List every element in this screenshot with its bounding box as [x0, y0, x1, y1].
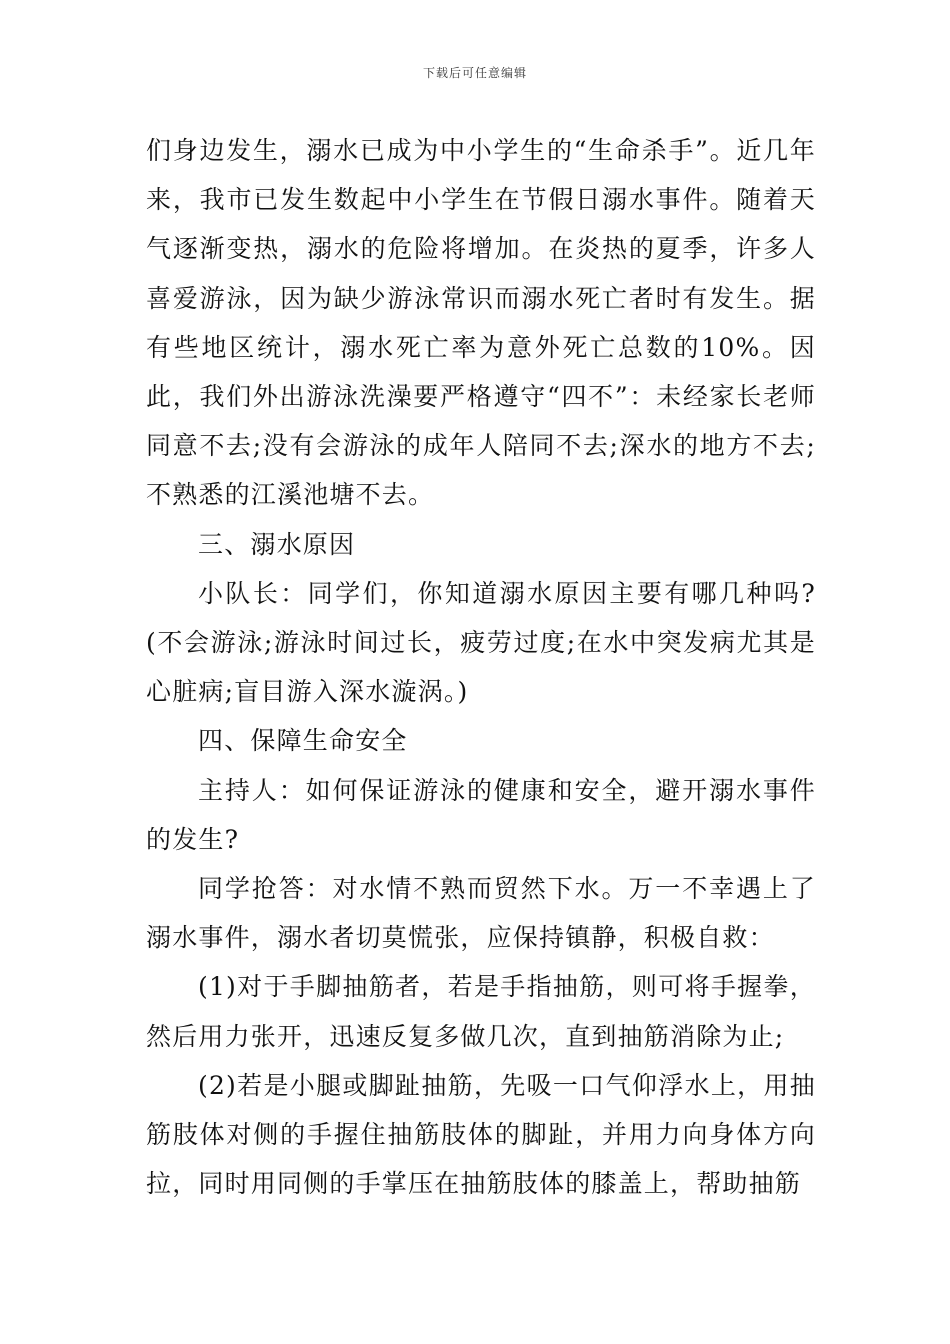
paragraph-item-1: (1)对于手脚抽筋者，若是手指抽筋，则可将手握拳，然后用力张开，迅速反复多做几次，直到抽筋消除为止; [146, 972, 816, 1051]
paragraph-squad-leader-question: 小队长：同学们，你知道溺水原因主要有哪几种吗?(不会游泳;游泳时间过长，疲劳过度;在水中突发病尤其是心脏病;盲目游入深水漩涡。) [146, 578, 816, 707]
document-body [146, 126, 816, 1208]
paragraph-drowning-intro: 们身边发生，溺水已成为中小学生的“生命杀手”。近几年来，我市已发生数起中小学生在节假日溺水事件。随着天气逐渐变热，溺水的危险将增加。在炎热的夏季，许多人喜爱游泳，因为缺少游泳常识而溺水死亡者时有发生。据有些地区统计，溺水死亡率为意外死亡总数的10%。因此，我们外出游泳洗澡要严格遵守“四不”：未经家长老师同意不去;没有会游泳的成年人陪同不去;深水的地方不去;不熟悉的江溪池塘不去。 [146, 136, 816, 510]
page-header: 下载后可任意编辑 [422, 66, 527, 80]
paragraph-student-answer: 同学抢答：对水情不熟而贸然下水。万一不幸遇上了溺水事件，溺水者切莫慌张，应保持镇静，积极自救： [146, 874, 816, 953]
paragraph-host-question: 主持人：如何保证游泳的健康和安全，避开溺水事件的发生? [146, 775, 816, 854]
paragraph-item-2: (2)若是小腿或脚趾抽筋，先吸一口气仰浮水上，用抽筋肢体对侧的手握住抽筋肢体的脚趾，并用力向身体方向拉，同时用同侧的手掌压在抽筋肢体的膝盖上，帮助抽筋 [146, 1070, 816, 1199]
heading-life-safety: 四、保障生命安全 [198, 726, 408, 756]
heading-drowning-causes: 三、溺水原因 [198, 529, 356, 559]
